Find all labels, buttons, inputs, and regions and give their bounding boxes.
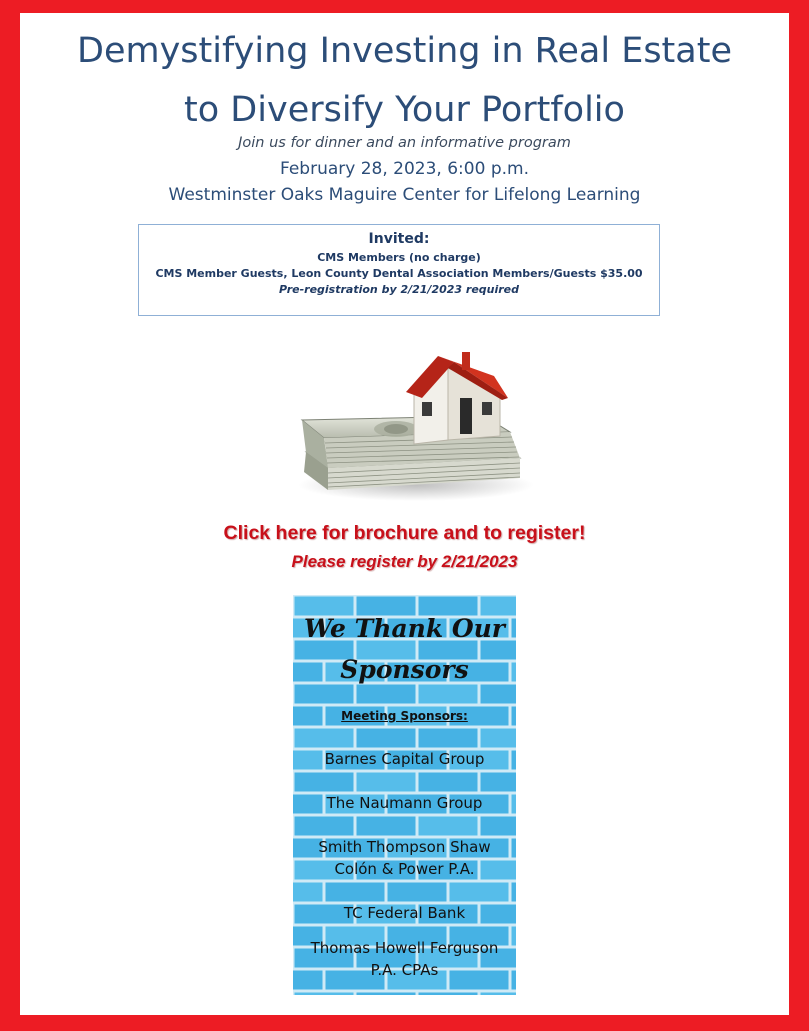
sponsor-title-line-2: Sponsors xyxy=(340,655,469,684)
sponsor-item: TC Federal Bank xyxy=(343,904,466,922)
register-deadline: Please register by 2/21/2023 xyxy=(291,552,518,571)
sponsor-item: The Naumann Group xyxy=(326,794,483,812)
preregistration-note: Pre-registration by 2/21/2023 required xyxy=(278,283,520,296)
page-title xyxy=(20,22,789,140)
event-venue: Westminster Oaks Maguire Center for Lifelong Learning xyxy=(168,185,641,205)
invitation-box xyxy=(138,224,660,316)
event-date: February 28, 2023, 6:00 p.m. xyxy=(280,159,529,179)
sponsor-title-line-1: We Thank Our xyxy=(304,614,505,643)
sponsor-item: Colón & Power P.A. xyxy=(334,860,475,878)
invite-heading: Invited: xyxy=(368,231,430,247)
title-line-1: Demystifying Investing in Real Estate xyxy=(77,31,732,71)
sponsor-item: P.A. CPAs xyxy=(370,961,439,979)
sponsor-item: Smith Thompson Shaw xyxy=(318,838,491,856)
sponsor-item: Thomas Howell Ferguson xyxy=(310,939,499,957)
invite-guests-line: CMS Member Guests, Leon County Dental Association Members/Guests $35.00 xyxy=(155,267,643,280)
sponsor-subheading: Meeting Sponsors: xyxy=(341,709,468,723)
event-tagline: Join us for dinner and an informative program xyxy=(238,135,571,151)
sponsor-title xyxy=(293,608,516,690)
register-link[interactable]: Click here for brochure and to register! xyxy=(223,522,586,544)
title-line-2: to Diversify Your Portfolio xyxy=(184,90,625,130)
sponsor-item: Barnes Capital Group xyxy=(324,750,485,768)
house-on-money-image xyxy=(288,340,538,510)
invite-members-line: CMS Members (no charge) xyxy=(317,251,481,264)
